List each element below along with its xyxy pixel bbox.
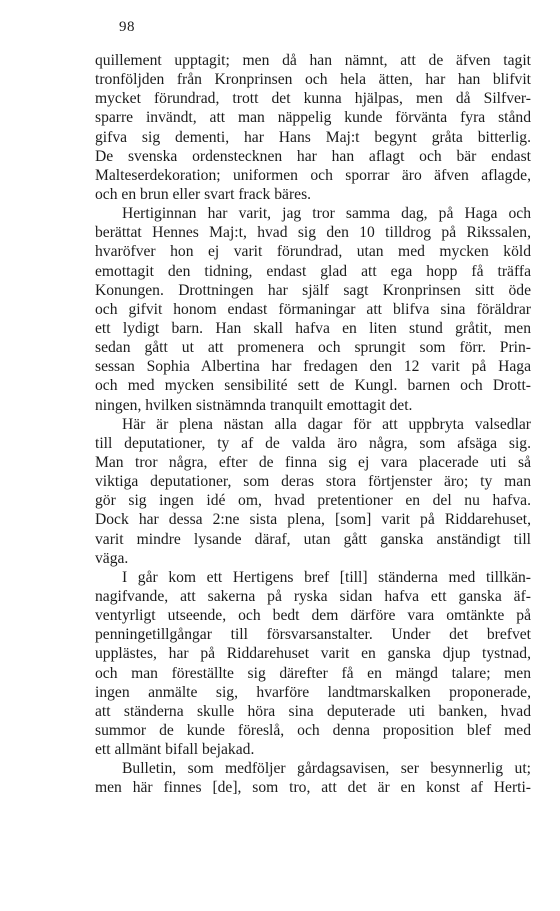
text-line: tronföljden från Kronprinsen och hela ätten, har han blifvit bbox=[95, 71, 531, 89]
text-line: nagifvande, att sakerna på ryska sidan hafva ett ganska äf- bbox=[95, 587, 531, 605]
text-line: penningetillgångar till försvarsanstalter. Under det brefvet bbox=[95, 626, 531, 644]
text-line: till deputationer, ty af de valda äro några, som afsäga sig. bbox=[95, 434, 531, 452]
text-line: hvaröfver hon ej varit förundrad, utan med mycken köld bbox=[95, 243, 531, 261]
text-line: upplästes, har på Riddarehuset varit en ganska djup tystnad, bbox=[95, 645, 531, 663]
text-line: och gifvit honom endast förmaningar att blifva sina föräldrar bbox=[95, 300, 531, 318]
body-text bbox=[95, 51, 531, 797]
text-line: Hertiginnan har varit, jag tror samma dag, på Haga och bbox=[122, 205, 531, 223]
text-line: Dock har dessa 2:ne sista plena, [som] varit på Riddarehuset, bbox=[95, 511, 531, 529]
text-line: gör sig ingen idé om, hvad pretentioner en del nu hafva. bbox=[95, 492, 531, 510]
text-line: quillement upptagit; men då han nämnt, att de äfven tagit bbox=[95, 52, 531, 69]
text-line: och med mycken sensibilité sett de Kungl. barnen och Drott- bbox=[95, 377, 531, 395]
text-line: och en brun eller svart frack bäres. bbox=[95, 185, 312, 203]
text-line: emottagit den tidning, endast glad att ega hopp få träffa bbox=[95, 262, 531, 280]
text-line: De svenska ordenstecknen har han aflagt och bär endast bbox=[95, 147, 531, 165]
text-line: ett lydigt barn. Han skall hafva en liten stund gråtit, men bbox=[95, 319, 531, 337]
text-line: Här är plena nästan alla dagar för att uppbryta valsedlar bbox=[122, 415, 531, 433]
text-line: ventyrligt utseende, och bedt dem därföre vara omtänkte på bbox=[95, 607, 531, 625]
text-line: mycket förundrad, trott det kunna hjälpas, men då Silfver- bbox=[95, 90, 531, 108]
text-line: sessan Sophia Albertina har fredagen den 12 varit på Haga bbox=[95, 358, 531, 376]
text-line: och man föreställte sig därefter få en mängd talare; men bbox=[95, 664, 531, 682]
text-line: att ständerna skulle höra sina deputerade uti banken, hvad bbox=[95, 702, 531, 720]
text-line: ett allmänt bifall bejakad. bbox=[95, 741, 255, 759]
text-line: viktiga deputationer, som deras stora förtjenster äro; ty man bbox=[95, 473, 531, 491]
text-line: men här finnes [de], som tro, att det är en konst af Herti- bbox=[95, 779, 531, 797]
text-line: gifva sig dementi, har Hans Maj:t begynt gråta bitterlig. bbox=[95, 128, 531, 146]
text-line: Malteserdekoration; uniformen och sporrar äro äfven aflagde, bbox=[95, 166, 531, 184]
text-line: ningen, hvilken sistnämnda tranquilt emottagit det. bbox=[95, 396, 413, 414]
text-line: ingen anmälte sig, hvarföre landtmarskalken proponerade, bbox=[95, 683, 531, 701]
text-line: Man tror några, efter de finna sig ej vara placerade uti så bbox=[95, 453, 531, 471]
text-line: sparre invändt, att man näppelig kunde förvänta fyra stånd bbox=[95, 109, 531, 127]
text-line: sedan gått ut att promenera och sprungit som förr. Prin- bbox=[95, 339, 531, 357]
text-line: varit mindre lysande däraf, utan gått ganska anständigt till bbox=[95, 530, 531, 548]
page-number: 98 bbox=[119, 19, 135, 35]
text-line: summor de kunde föreslå, och denna proposition blef med bbox=[95, 721, 531, 739]
text-line: Bulletin, som medföljer gårdagsavisen, ser besynnerlig ut; bbox=[122, 760, 531, 778]
text-line: berättat Hennes Maj:t, hvad sig den 10 tilldrog på Rikssalen, bbox=[95, 224, 531, 242]
text-line: Konungen. Drottningen har själf sagt Kronprinsen sitt öde bbox=[95, 281, 531, 299]
text-line: väga. bbox=[95, 549, 129, 567]
text-line: I går kom ett Hertigens bref [till] ständerna med tillkän- bbox=[122, 568, 531, 586]
